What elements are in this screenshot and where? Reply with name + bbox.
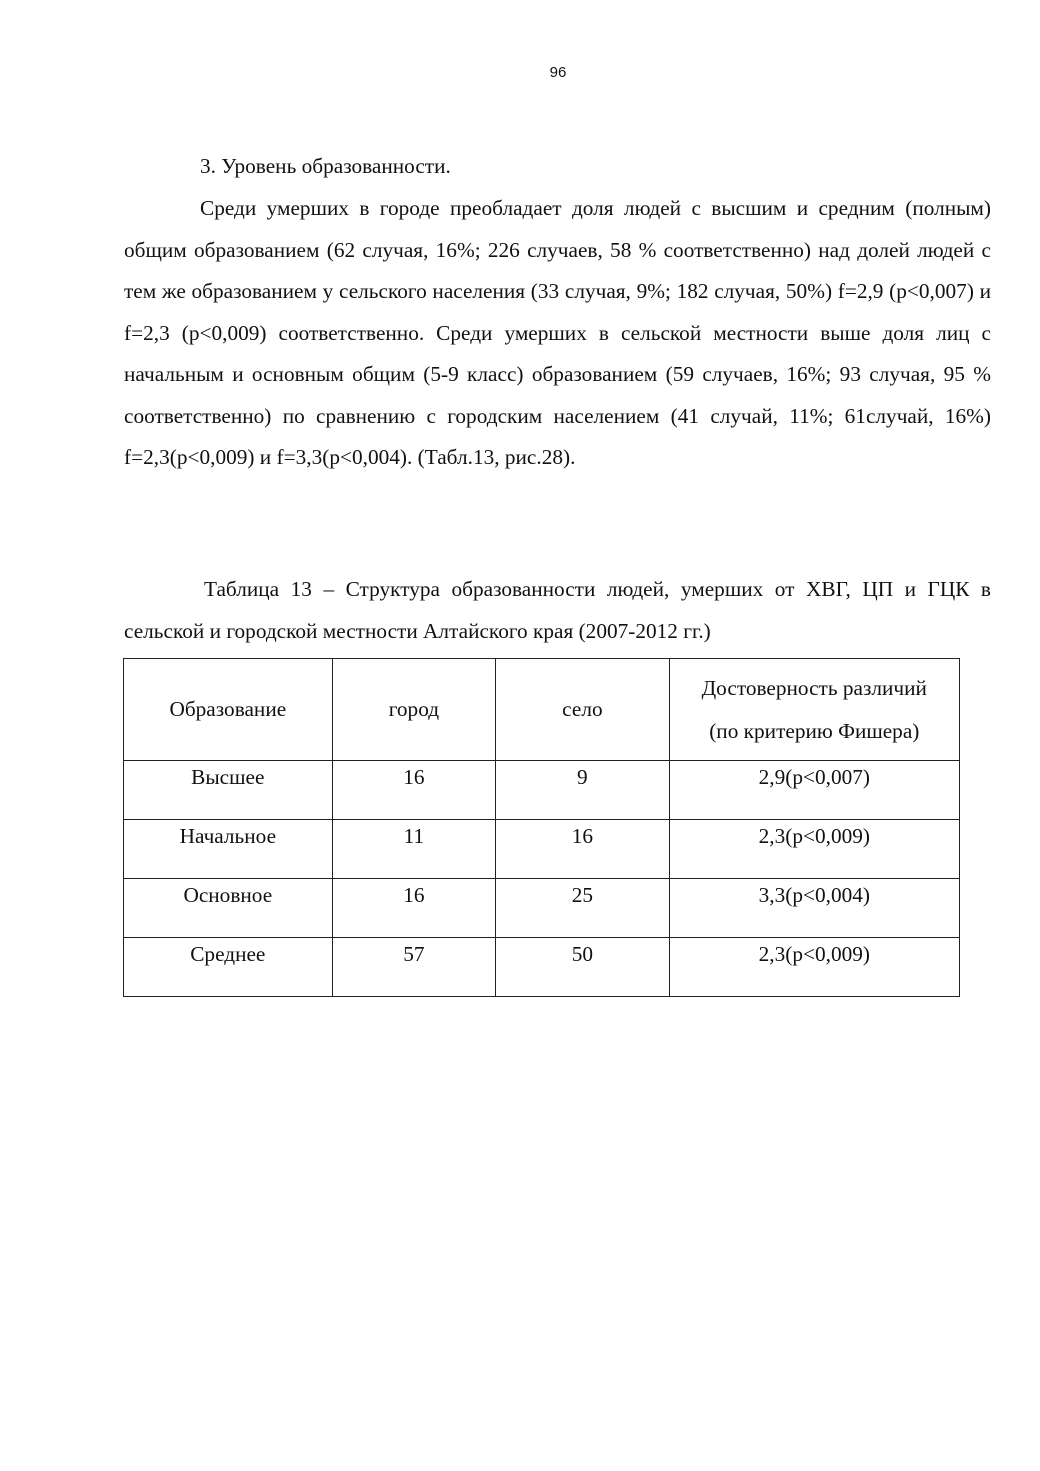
cell-significance: 2,3(p<0,009) — [669, 820, 959, 879]
cell-significance: 2,9(p<0,007) — [669, 761, 959, 820]
header-significance-line2: (по критерию Фишера) — [709, 718, 920, 743]
table-caption: Таблица 13 – Структура образованности людей, умерших от ХВГ, ЦП и ГЦК в сельской и городской местности Алтайского края (2007-2012 гг.) — [124, 577, 991, 643]
cell-city: 16 — [332, 879, 496, 938]
table-row — [124, 761, 960, 820]
section-heading: 3. Уровень образованности. — [200, 154, 451, 178]
header-city: город — [332, 659, 496, 761]
table-header-row — [124, 659, 960, 761]
cell-city: 57 — [332, 938, 496, 997]
cell-significance: 3,3(p<0,004) — [669, 879, 959, 938]
cell-village: 9 — [496, 761, 669, 820]
table-row — [124, 879, 960, 938]
cell-village: 16 — [496, 820, 669, 879]
header-significance-line1: Достоверность различий — [701, 675, 927, 700]
body-paragraph: Среди умерших в городе преобладает доля людей с высшим и средним (полным) общим образованием (62 случая, 16%; 226 случаев, 58 % соответственно) над долей людей с тем же образованием у сельского населения (33 случая, 9%; 182 случая, 50%) f=2,9 (p<0,007) и f=2,3 (p<0,009) соответственно. Среди умерших в сельской местности выше доля лиц с начальным и основным общим (5-9 класс) образованием (59 случаев, 16%; 93 случая, 95 % соответственно) по сравнению с городским населением (41 случай, 11%; 61случай, 16%) f=2,3(p<0,009) и f=3,3(p<0,004). (Табл.13, рис.28). — [124, 196, 991, 469]
cell-education: Начальное — [124, 820, 333, 879]
header-significance — [669, 659, 959, 761]
cell-city: 11 — [332, 820, 496, 879]
cell-significance: 2,3(p<0,009) — [669, 938, 959, 997]
table-row — [124, 938, 960, 997]
cell-education: Высшее — [124, 761, 333, 820]
cell-education: Среднее — [124, 938, 333, 997]
header-village: село — [496, 659, 669, 761]
cell-village: 50 — [496, 938, 669, 997]
page-number: 96 — [549, 64, 567, 81]
cell-city: 16 — [332, 761, 496, 820]
header-education: Образование — [124, 659, 333, 761]
cell-education: Основное — [124, 879, 333, 938]
education-table — [123, 658, 960, 997]
table-row — [124, 820, 960, 879]
cell-village: 25 — [496, 879, 669, 938]
